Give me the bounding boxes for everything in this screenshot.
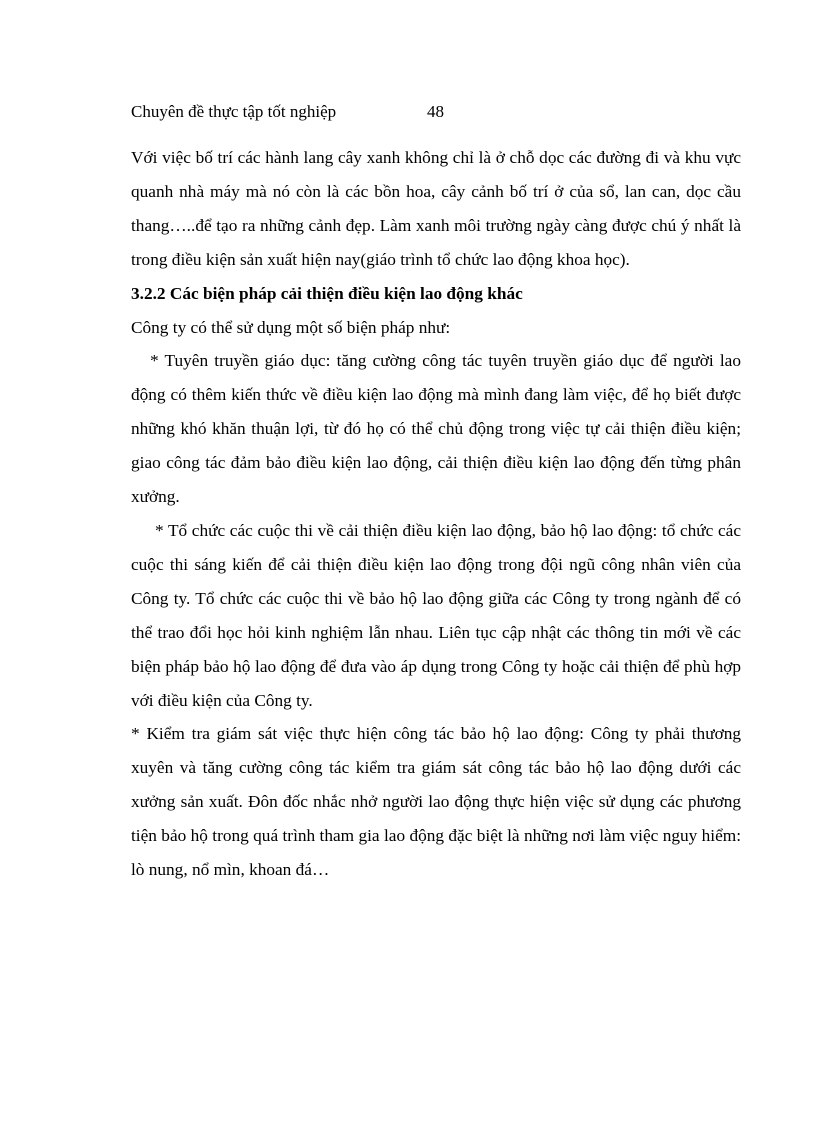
paragraph-intro-measures: Công ty có thể sử dụng một số biện pháp như: — [131, 317, 451, 337]
running-header-title: Chuyên đề thực tập tốt nghiệp — [131, 102, 337, 121]
paragraph-competitions: * Tổ chức các cuộc thi về cải thiện điều kiện lao động, bảo hộ lao động: tổ chức các cuộc thi sáng kiến để cải thiện điều kiện lao động trong đội ngũ công nhân viên của Công ty. Tổ chức các cuộc thi về bảo hộ lao động giữa các Công ty trong ngành để có thể trao đổi học hỏi kinh nghiệm lẫn nhau. Liên tục cập nhật các thông tin mới về các biện pháp bảo hộ lao động để đưa vào áp dụng trong Công ty hoặc cải thiện để phù hợp với điều kiện của Công ty. — [131, 520, 741, 710]
paragraph-inspection-supervision: * Kiểm tra giám sát việc thực hiện công tác bảo hộ lao động: Công ty phải thương xuyên và tăng cường công tác kiểm tra giám sát công tác bảo hộ lao động dưới các xưởng sản xuất. Đôn đốc nhắc nhở người lao động thực hiện việc sử dụng các phương tiện bảo hộ trong quá trình tham gia lao động đặc biệt là những nơi làm việc nguy hiểm: lò nung, nổ mìn, khoan đá… — [131, 724, 741, 880]
document-body — [131, 141, 741, 887]
section-heading: 3.2.2 Các biện pháp cải thiện điều kiện lao động khác — [131, 283, 523, 303]
page-number: 48 — [427, 102, 444, 121]
paragraph-green-corridors: Với việc bố trí các hành lang cây xanh không chỉ là ở chỗ dọc các đường đi và khu vực quanh nhà máy mà nó còn là các bồn hoa, cây cảnh bố trí ở của sổ, lan can, dọc cầu thang…..để tạo ra những cảnh đẹp. Làm xanh môi trường ngày càng được chú ý nhất là trong điều kiện sản xuất hiện nay(giáo trình tổ chức lao động khoa học). — [131, 148, 741, 269]
paragraph-propaganda-education: * Tuyên truyền giáo dục: tăng cường công tác tuyên truyền giáo dục để người lao động có thêm kiến thức về điều kiện lao động mà mình đang làm việc, để họ biết được những khó khăn thuận lợi, từ đó họ có thể chủ động trong việc tự cải thiện điều kiện; giao công tác đảm bảo điều kiện lao động, cải thiện điều kiện lao động đến từng phân xưởng. — [131, 351, 741, 507]
